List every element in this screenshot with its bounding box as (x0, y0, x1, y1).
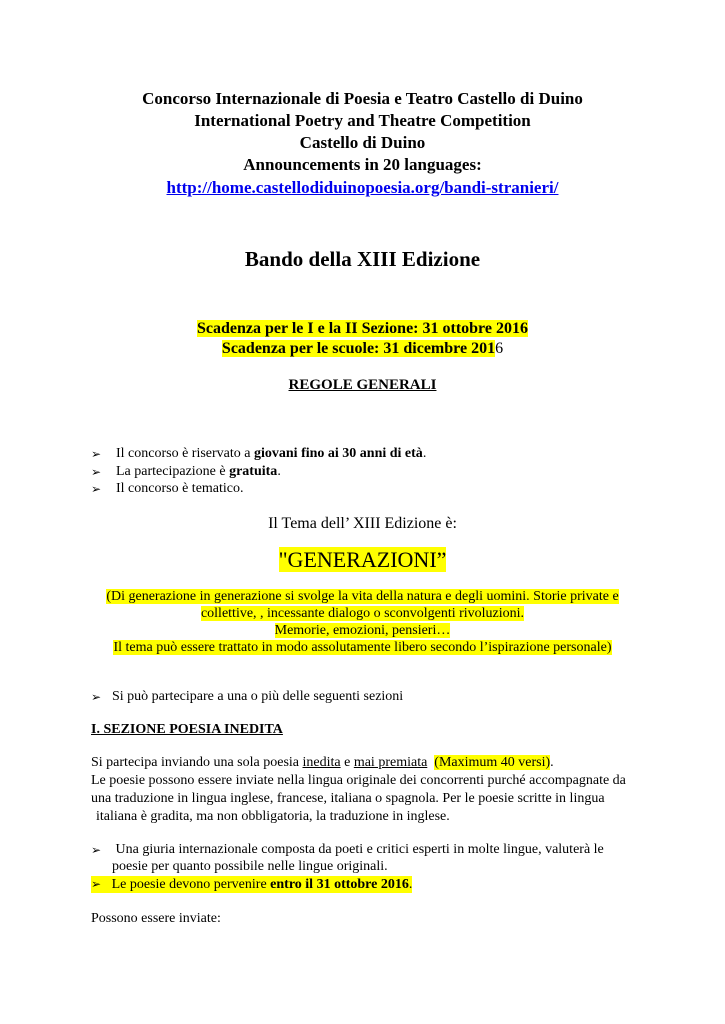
theme-desc-line-1: (Di generazione in generazione si svolge la vita della natura e degli uomini. Storie private e (106, 589, 619, 604)
rule-item: La partecipazione è gratuita. (116, 464, 281, 479)
header-line-1: Concorso Internazionale di Poesia e Teatro Castello di Duino (142, 89, 583, 108)
jury-line-1: Una giuria internazionale composta da poeti e critici esperti in molte lingue, valuterà le (112, 842, 604, 857)
section-1-paragraph-1: Si partecipa inviando una sola poesia inedita e mai premiata (Maximum 40 versi). (91, 755, 554, 770)
theme-desc-line-3: Memorie, emozioni, pensieri… (274, 623, 451, 638)
rule-item: Il concorso è riservato a giovani fino ai 30 anni di età. (116, 446, 427, 461)
theme-intro: Il Tema dell’ XIII Edizione è: (268, 515, 457, 532)
section-1-paragraph-2-line-3: italiana è gradita, ma non obbligatoria, la traduzione in inglese. (96, 809, 450, 824)
arrow-bullet-icon: ➢ (91, 690, 102, 704)
can-be-sent-text: Possono essere inviate: (91, 911, 221, 926)
deadline-sections: Scadenza per le I e la II Sezione: 31 ottobre 2016 (197, 320, 528, 337)
edition-title: Bando della XIII Edizione (244, 247, 481, 271)
arrow-bullet-icon: ➢ (91, 482, 102, 496)
theme-desc-line-2: collettive, , incessante dialogo o sconvolgenti rivoluzioni. (200, 606, 525, 621)
section-1-heading: I. SEZIONE POESIA INEDITA (91, 722, 283, 737)
arrow-bullet-icon: ➢ (91, 843, 102, 857)
rules-heading: REGOLE GENERALI (288, 377, 437, 393)
arrow-bullet-icon: ➢ (91, 465, 102, 479)
section-1-paragraph-2-line-1: Le poesie possono essere inviate nella lingua originale dei concorrenti purché accompagnate da (91, 773, 626, 788)
header-line-3: Castello di Duino (299, 133, 426, 152)
section-1-paragraph-2-line-2: una traduzione in lingua inglese, francese, italiana o spagnola. Per le poesie scritte in lingua (91, 791, 605, 806)
theme-desc-line-4: Il tema può essere trattato in modo assolutamente libero secondo l’ispirazione personale) (113, 640, 612, 655)
sections-intro: Si può partecipare a una o più delle seguenti sezioni (112, 689, 404, 704)
rule-item: Il concorso è tematico. (116, 481, 244, 496)
submission-deadline-bullet: ➢ Le poesie devono pervenire entro il 31 ottobre 2016. (91, 877, 413, 892)
header-line-4: Announcements in 20 languages: (243, 155, 482, 174)
deadline-schools: Scadenza per le scuole: 31 dicembre 2016 (221, 340, 504, 357)
jury-line-2: poesie per quanto possibile nelle lingue originali. (112, 859, 388, 874)
arrow-bullet-icon: ➢ (91, 447, 102, 461)
announcements-link[interactable]: http://home.castellodiduinopoesia.org/bandi-stranieri/ (166, 178, 559, 197)
theme-title: "GENERAZIONI” (278, 547, 447, 572)
header-line-2: International Poetry and Theatre Competition (194, 111, 531, 130)
